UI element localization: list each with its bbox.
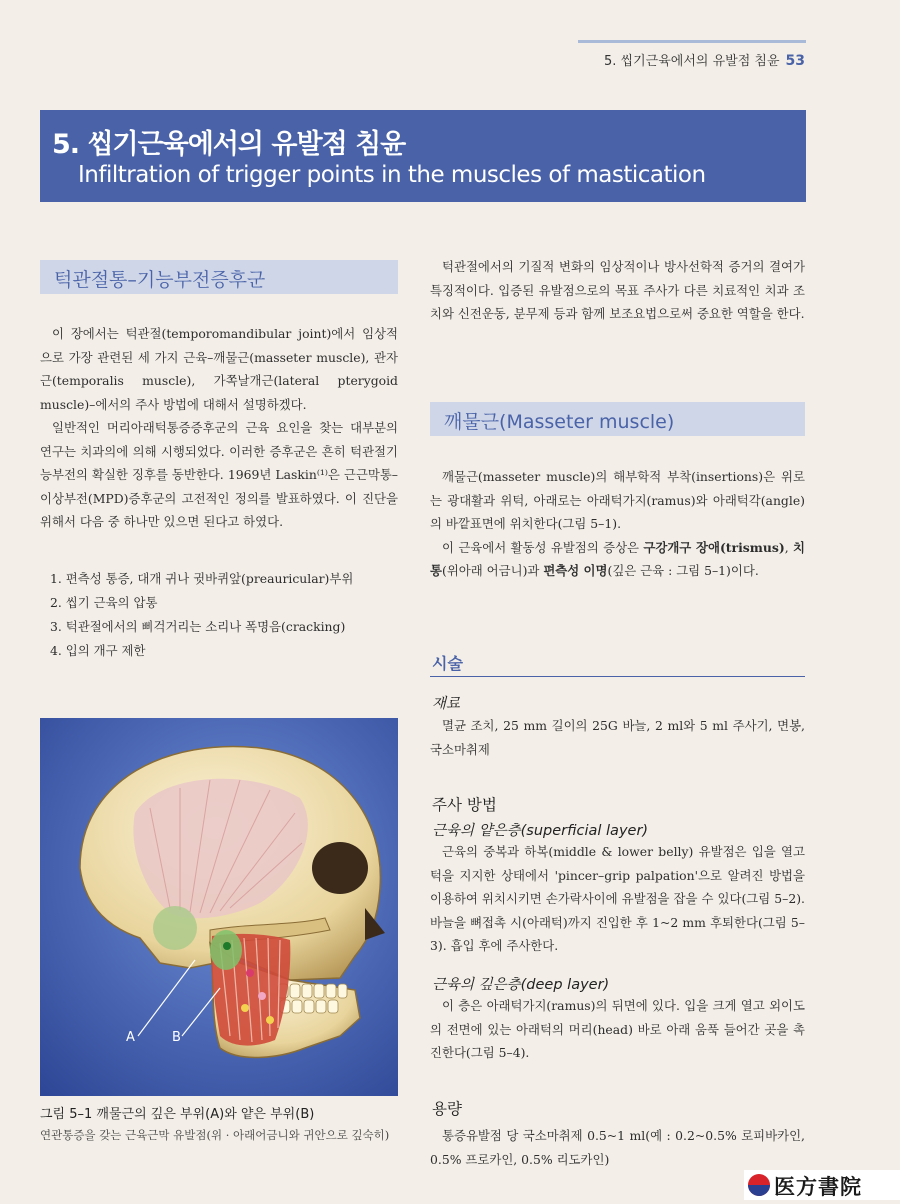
bold-trismus: 구강개구 장애(trismus) xyxy=(643,539,785,555)
paragraph: 근육의 중복과 하복(middle & lower belly) 유발점은 입을 열고 턱을 지지한 상태에서 'pincer–grip palpation'으로 알려진 방법을 이용하여 위치시키면 손가락사이에 유발점을 잡을 수 있다(그림 5–2). 바늘을 뼈접촉 시(아래턱)까지 진입한 후 1~2 mm 후퇴한다(그림 5–3). 흡입 후에 주사한다. xyxy=(430,844,805,953)
section-title-masseter: 깨물근(Masseter muscle) xyxy=(444,411,675,433)
paragraph: 이 장에서는 턱관절(temporomandibular joint)에서 임상적으로 가장 관련된 세 가지 근육–깨물근(masseter muscle), 관자근(temporalis muscle), 가쪽날개근(lateral pterygoid muscle)–에서의 주사 방법에 대해서 설명하겠다. xyxy=(40,326,398,412)
injection-title: 주사 방법 xyxy=(432,796,497,814)
paragraph: 깨물근(masseter muscle)의 해부학적 부착(insertions)은 위로는 광대활과 위턱, 아래로는 아래턱가지(ramus)와 아래턱각(angle)의 바깥표면에 위치한다(그림 5–1). xyxy=(430,469,805,531)
figure-label-b: B xyxy=(172,1030,181,1045)
figure-caption xyxy=(40,1106,398,1144)
text-run: , xyxy=(784,539,794,555)
publisher-name: 医方書院 xyxy=(774,1174,862,1199)
text-run: (깊은 근육 : 그림 5–1)이다. xyxy=(607,563,759,578)
chapter-title-korean: 5. 씹기근육에서의 유발점 침윤 xyxy=(52,129,406,160)
criteria-list xyxy=(40,567,398,663)
bold-tinnitus: 편측성 이명 xyxy=(543,563,608,578)
list-item: 3. 턱관절에서의 삐걱거리는 소리나 폭명음(cracking) xyxy=(50,619,346,634)
list-item: 2. 씹기 근육의 압통 xyxy=(50,595,158,610)
masseter-text xyxy=(430,465,805,583)
list-item: 4. 입의 개구 제한 xyxy=(50,643,146,658)
caption-title: 그림 5–1 깨물근의 깊은 부위(A)와 얕은 부위(B) xyxy=(40,1107,315,1122)
deep-text xyxy=(430,994,805,1065)
procedure-rule xyxy=(430,676,805,677)
figure-label-a: A xyxy=(126,1030,135,1045)
header-chapter: 5. 씹기근육에서의 유발점 침윤 xyxy=(604,54,780,69)
paragraph xyxy=(430,536,805,583)
materials-text xyxy=(430,714,805,761)
superficial-title: 근육의 얕은층(superficial layer) xyxy=(432,823,649,839)
left-body-text xyxy=(40,322,398,534)
materials-title: 재료 xyxy=(432,696,461,712)
running-header xyxy=(560,50,805,69)
paragraph: 일반적인 머리아래턱통증증후군의 근육 요인을 찾는 대부분의 연구는 치과의에 의해 시행되었다. 이러한 증후군은 흔히 턱관절기능부전의 확실한 징후를 동반한다. 1969년 Laskin⁽¹⁾은 근근막통–이상부전(MPD)증후군의 고전적인 정의를 발표하였다. 이 진단을 위해서 다음 중 하나만 있으면 된다고 하였다. xyxy=(40,420,398,529)
caption-text: 연관통증을 갖는 근육근막 유발점(위 · 아래어금니와 귀안으로 깊숙히) xyxy=(40,1128,390,1142)
figure-skull-masseter xyxy=(40,718,398,1096)
dosage-text xyxy=(430,1124,805,1171)
logo-mark-icon xyxy=(744,1170,774,1200)
paragraph: 통증유발점 당 국소마취제 0.5~1 ml(예 : 0.2~0.5% 로피바카인, 0.5% 프로카인, 0.5% 리도카인) xyxy=(430,1128,805,1167)
running-header-rule xyxy=(578,40,806,43)
paragraph: 턱관절에서의 기질적 변화의 임상적이나 방사선학적 증거의 결여가 특징적이다. 입증된 유발점으로의 목표 주사가 다른 치료적인 치과 조치와 신전운동, 분무제 등과 함께 보조요법으로써 중요한 역할을 한다. xyxy=(430,259,805,321)
dosage-title: 용량 xyxy=(432,1100,462,1118)
bold-toothache: 치통 xyxy=(430,539,806,578)
procedure-title: 시술 xyxy=(432,654,463,673)
paragraph: 이 층은 아래턱가지(ramus)의 뒤면에 있다. 입을 크게 열고 외이도의 전면에 있는 아래턱의 머리(head) 바로 아래 움푹 들어간 곳을 촉진한다(그림 5–4). xyxy=(430,998,805,1060)
right-intro xyxy=(430,255,805,326)
list-item: 1. 편측성 통증, 대개 귀나 귓바퀴앞(preauricular)부위 xyxy=(50,571,354,586)
chapter-title-english: Infiltration of trigger points in the muscles of mastication xyxy=(78,162,706,188)
superficial-text xyxy=(430,840,805,958)
section-title-tmj: 턱관절통–기능부전증후군 xyxy=(54,269,266,291)
page-number: 53 xyxy=(785,53,805,69)
deep-title: 근육의 깊은층(deep layer) xyxy=(432,977,610,993)
skull-illustration xyxy=(40,718,398,1096)
text-run: 이 근육에서 활동성 유발점의 증상은 xyxy=(442,539,644,555)
text-run: (위아래 어금니)과 xyxy=(441,563,544,578)
paragraph: 멸균 조치, 25 mm 길이의 25G 바늘, 2 ml와 5 ml 주사기, 면봉, 국소마취제 xyxy=(430,718,805,757)
